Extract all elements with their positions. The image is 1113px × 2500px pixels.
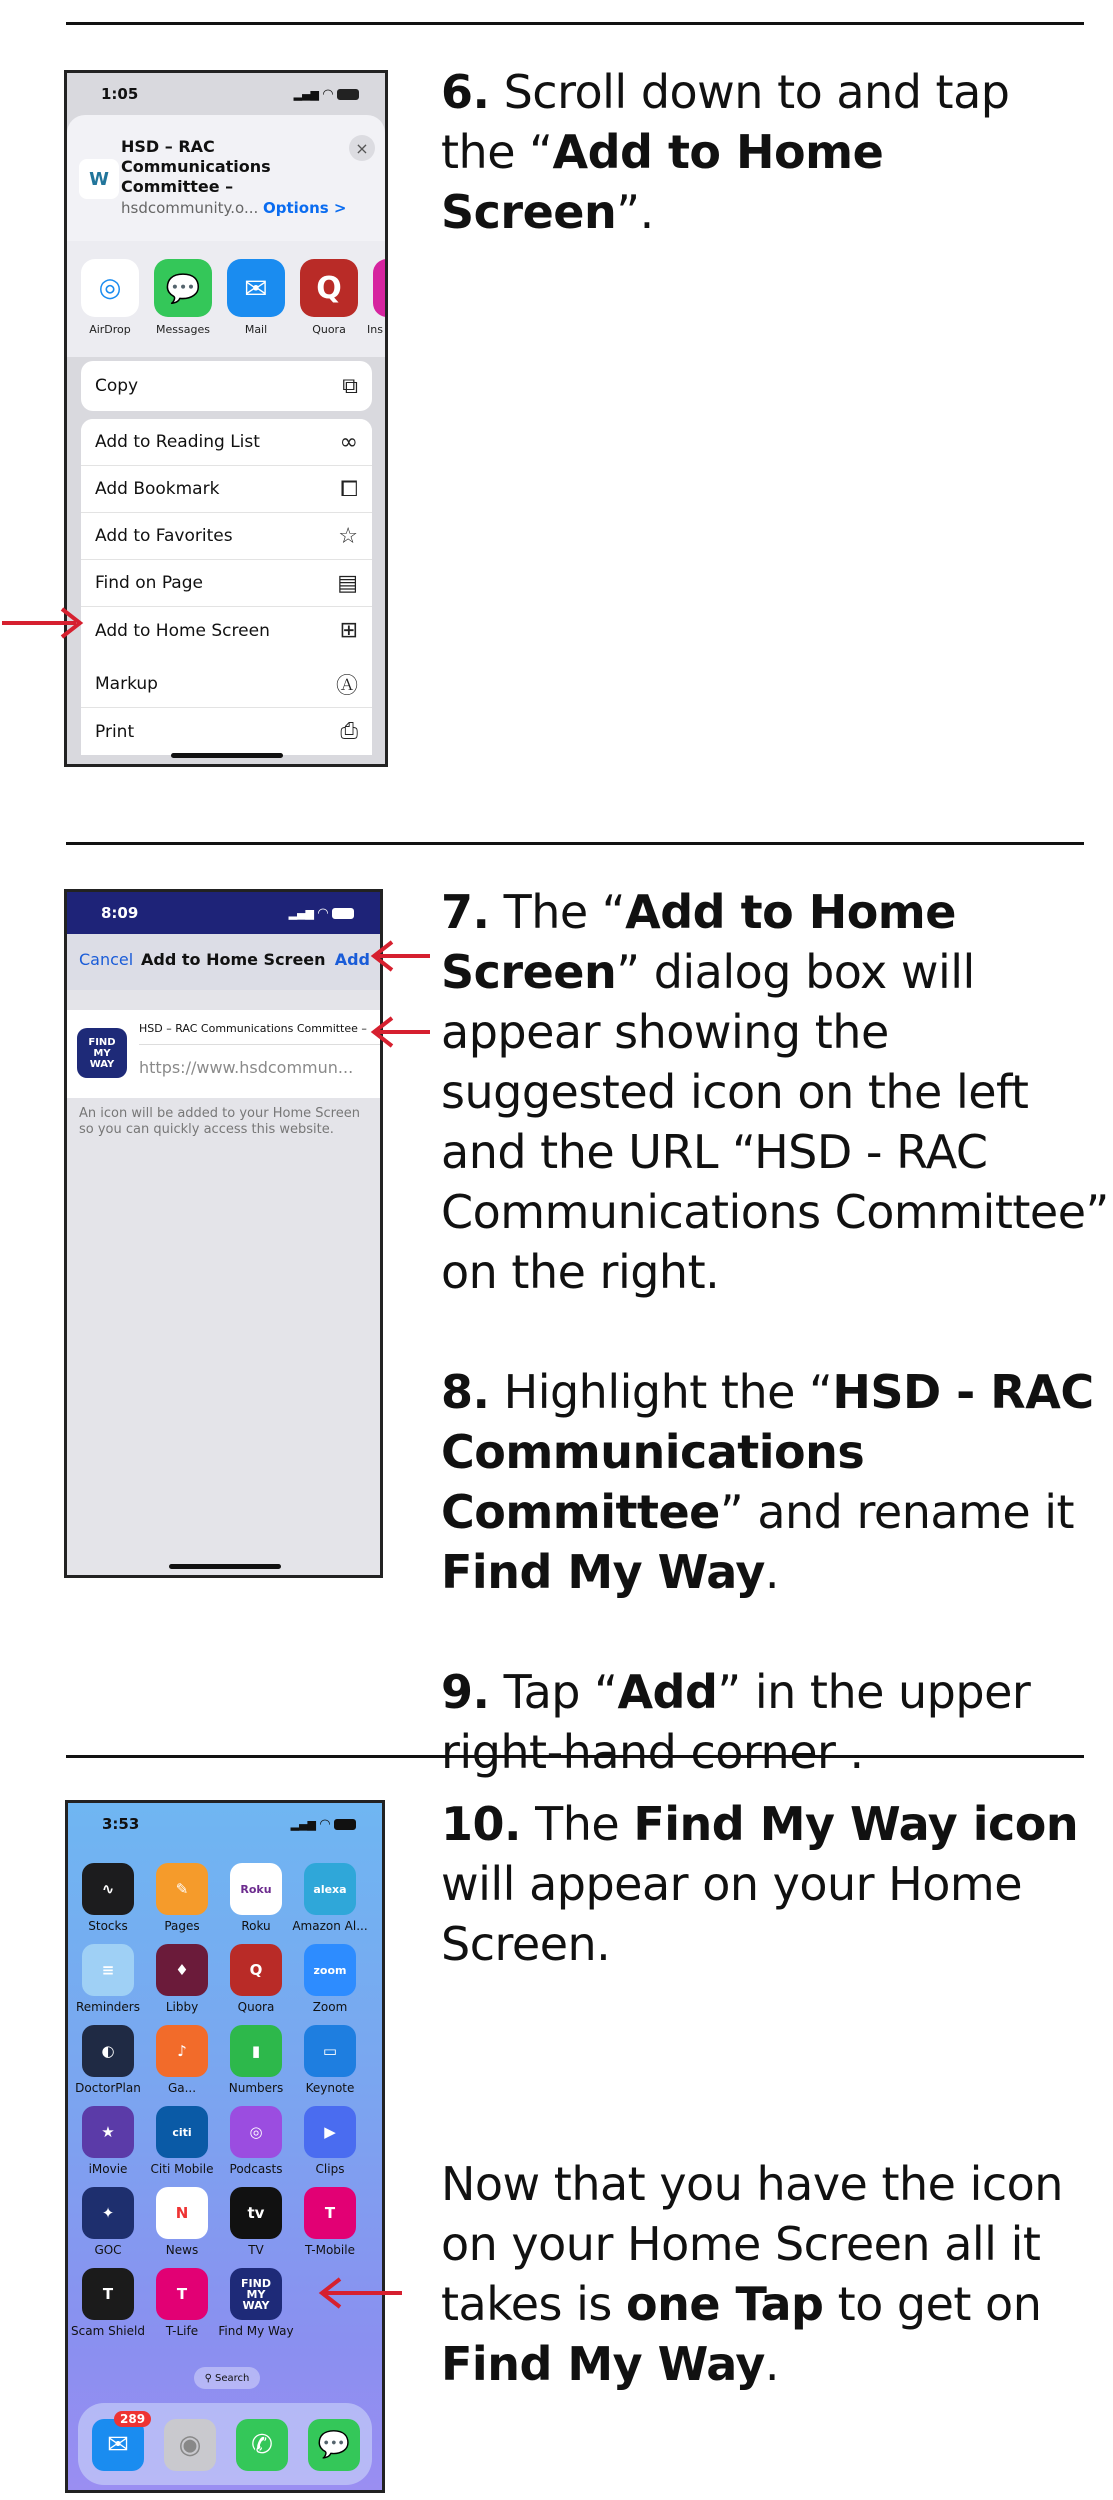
app-label: Stocks: [88, 1919, 128, 1933]
tv-icon[interactable]: tv: [230, 2187, 282, 2239]
book-icon: ⧠: [340, 476, 358, 502]
app-label: Quora: [237, 2000, 275, 2014]
app-label: Roku: [241, 1919, 271, 1933]
search-label: Search: [214, 2372, 250, 2384]
app-label: DoctorPlan: [75, 2081, 141, 2095]
mail-icon[interactable]: ✉: [92, 2419, 144, 2471]
closing-bold: Find My Way: [441, 2337, 765, 2391]
quote: “: [529, 125, 553, 179]
quora-icon[interactable]: Q: [230, 1944, 282, 1996]
status-bar: [68, 1803, 382, 1845]
copy-icon: ⧉: [342, 373, 358, 399]
closing-part: Now that you have the icon on your Home Screen all it takes is: [441, 2157, 1063, 2331]
closing-text: [441, 2154, 1081, 2394]
site-title: HSD – RAC Communications Committee –: [121, 137, 271, 196]
goc-icon[interactable]: ✦: [82, 2187, 134, 2239]
action-label: Add to Reading List: [95, 432, 260, 452]
app-label: GOC: [94, 2243, 122, 2257]
step-bold: Add to Home Screen: [441, 125, 884, 239]
garageband-icon[interactable]: ♪: [156, 2025, 208, 2077]
app-label: T-Mobile: [305, 2243, 355, 2257]
status-bar: [67, 73, 385, 115]
site-url: hsdcommunity.o...: [121, 199, 259, 217]
instagram-icon[interactable]: [373, 259, 388, 317]
pointer-arrow-icon: [370, 939, 430, 973]
star-icon: ☆: [338, 523, 358, 549]
close-icon[interactable]: ×: [349, 135, 375, 161]
find-icon: ▤: [337, 570, 358, 596]
status-time: 1:05: [101, 85, 139, 103]
app-label: Libby: [165, 2000, 199, 2014]
action-label: Add to Favorites: [95, 526, 233, 546]
mail-icon[interactable]: ✉: [227, 259, 285, 317]
site-favicon: W: [79, 159, 119, 199]
app-label: Quora: [312, 323, 346, 336]
app-label: Keynote: [305, 2081, 355, 2095]
step-text: ” dialog box will appear showing the suggested icon on the left and the URL “HSD - RAC Communications Committee” on the right.: [441, 945, 1109, 1299]
citi-icon[interactable]: citi: [156, 2106, 208, 2158]
pointer-arrow-icon: [370, 1015, 430, 1049]
icon-text: FIND MY WAY: [88, 1036, 116, 1070]
add-to-home-dialog-screenshot: [64, 889, 383, 1578]
step-number: 10.: [441, 1797, 521, 1851]
divider: [66, 22, 1084, 25]
step-bold: HSD - RAC Communications Committee: [441, 1365, 1094, 1539]
app-label: Clips: [315, 2162, 345, 2176]
share-sheet-screenshot: [64, 70, 388, 767]
action-reading-list[interactable]: [81, 419, 372, 466]
app-label: Pages: [164, 1919, 200, 1933]
quora-icon[interactable]: Q: [300, 259, 358, 317]
pages-icon[interactable]: ✎: [156, 1863, 208, 1915]
phone-icon[interactable]: ✆: [236, 2419, 288, 2471]
status-icons: ▂▄▆ ◠: [289, 892, 354, 934]
app-label: Mail: [244, 323, 268, 336]
app-label: T-Life: [165, 2324, 199, 2338]
keynote-icon[interactable]: ▭: [304, 2025, 356, 2077]
pointer-arrow-icon: [318, 2276, 402, 2310]
app-label: TV: [248, 2243, 264, 2257]
step-text: The “: [489, 885, 626, 939]
quote: ”.: [616, 185, 654, 239]
closing-part: .: [764, 2337, 779, 2391]
alexa-icon[interactable]: alexa: [304, 1863, 356, 1915]
app-label: Reminders: [76, 2000, 140, 2014]
app-label: Zoom: [312, 2000, 348, 2014]
step-bold: Add to Home Screen: [441, 885, 956, 999]
action-label: Markup: [95, 674, 158, 694]
tlife-icon[interactable]: T: [156, 2268, 208, 2320]
status-icons: ▂▄▆ ◠: [291, 1803, 356, 1845]
doctorplan-icon[interactable]: ◐: [82, 2025, 134, 2077]
clips-icon[interactable]: ▶: [304, 2106, 356, 2158]
app-label: AirDrop: [89, 323, 131, 336]
reminders-icon[interactable]: ≡: [82, 1944, 134, 1996]
mail-badge: 289: [114, 2411, 151, 2427]
app-label: Scam Shield: [71, 2324, 145, 2338]
action-print[interactable]: [81, 708, 372, 755]
closing-part: to get on: [823, 2277, 1042, 2331]
step-bold: Find My Way icon: [633, 1797, 1079, 1851]
step-text: .: [764, 1545, 779, 1599]
zoom-icon[interactable]: zoom: [304, 1944, 356, 1996]
step-6-text: [441, 62, 1081, 242]
contacts-icon[interactable]: ◉: [164, 2419, 216, 2471]
printer-icon: ⎙: [340, 719, 358, 744]
step-bold: Add: [617, 1665, 718, 1719]
scamshield-icon[interactable]: T: [82, 2268, 134, 2320]
step-text: Tap “: [489, 1665, 618, 1719]
markup-icon: Ⓐ: [335, 673, 358, 699]
app-label: Ins: [367, 323, 383, 336]
action-markup[interactable]: [81, 661, 372, 708]
dialog-title: Add to Home Screen: [141, 950, 326, 969]
podcasts-icon[interactable]: ◎: [230, 2106, 282, 2158]
messages-icon[interactable]: 💬: [308, 2419, 360, 2471]
action-add-to-home-screen[interactable]: [81, 607, 372, 654]
app-label: Amazon Al...: [292, 1919, 368, 1933]
status-bar: [67, 892, 380, 934]
action-label: Copy: [95, 376, 139, 396]
step-text: Scroll down to and tap the: [441, 65, 1010, 179]
cancel-button[interactable]: Cancel: [79, 950, 134, 969]
name-field[interactable]: HSD – RAC Communications Committee –: [139, 1022, 367, 1035]
numbers-icon[interactable]: ▮: [230, 2025, 282, 2077]
step-10-text: [441, 1794, 1081, 1974]
findmyway-icon[interactable]: FIND MY WAY: [230, 2268, 282, 2320]
steps-7-9-text: [441, 882, 1111, 1782]
step-8: [441, 1362, 1111, 1602]
find-my-way-icon: [77, 1028, 127, 1078]
step-number: 6.: [441, 65, 490, 119]
action-label: Find on Page: [95, 573, 203, 593]
step-text: ” in the upper right-hand corner .: [441, 1665, 1031, 1779]
search-icon: ⚲: [204, 2372, 212, 2384]
add-square-icon: ⊞: [339, 618, 358, 643]
options-link[interactable]: Options >: [263, 199, 347, 217]
action-label: Add to Home Screen: [95, 620, 270, 641]
search-pill[interactable]: [194, 2367, 260, 2389]
step-text: Highlight the “: [489, 1365, 833, 1419]
messages-icon[interactable]: 💬: [154, 259, 212, 317]
tmobile-icon[interactable]: T: [304, 2187, 356, 2239]
news-icon[interactable]: N: [156, 2187, 208, 2239]
app-label: Find My Way: [218, 2324, 294, 2338]
step-number: 7.: [441, 885, 490, 939]
status-icons: ▂▄▆ ◠: [294, 73, 359, 115]
step-7: [441, 882, 1111, 1302]
app-label: Citi Mobile: [150, 2162, 214, 2176]
closing-bold: one Tap: [625, 2277, 824, 2331]
libby-icon[interactable]: ♦: [156, 1944, 208, 1996]
url-text: https://www.hsdcommun...: [139, 1058, 354, 1077]
status-time: 8:09: [101, 904, 139, 922]
step-text: The: [521, 1797, 634, 1851]
home-screen-screenshot: [65, 1800, 385, 2493]
step-number: 8.: [441, 1365, 490, 1419]
stocks-icon[interactable]: ∿: [82, 1863, 134, 1915]
app-label: Podcasts: [229, 2162, 283, 2176]
pointer-arrow-icon: [2, 606, 86, 640]
app-label: News: [165, 2243, 199, 2257]
glasses-icon: ∞: [339, 429, 358, 455]
add-button[interactable]: Add: [334, 950, 370, 969]
step-text: will appear on your Home Screen.: [441, 1857, 1023, 1971]
roku-icon[interactable]: Roku: [230, 1863, 282, 1915]
action-copy[interactable]: [81, 361, 372, 411]
divider: [66, 842, 1084, 845]
imovie-icon[interactable]: ★: [82, 2106, 134, 2158]
app-label: iMovie: [88, 2162, 128, 2176]
app-label: Messages: [156, 323, 210, 336]
field-divider: [139, 1044, 383, 1045]
status-time: 3:53: [102, 1815, 140, 1833]
action-label: Print: [95, 721, 135, 742]
home-indicator: [169, 1564, 281, 1569]
step-text: ” and rename it: [719, 1485, 1075, 1539]
app-label: Ga...: [167, 2081, 197, 2095]
step-number: 9.: [441, 1665, 490, 1719]
step-bold: Find My Way: [441, 1545, 765, 1599]
action-bookmark[interactable]: [81, 466, 372, 513]
app-label: Numbers: [228, 2081, 284, 2095]
action-find-on-page[interactable]: [81, 560, 372, 607]
action-label: Add Bookmark: [95, 479, 220, 499]
airdrop-icon[interactable]: ◎: [81, 259, 139, 317]
home-indicator: [171, 753, 283, 758]
step-9: [441, 1662, 1111, 1782]
dialog-note: An icon will be added to your Home Screen so you can quickly access this website.: [79, 1106, 360, 1137]
action-favorites[interactable]: [81, 513, 372, 560]
